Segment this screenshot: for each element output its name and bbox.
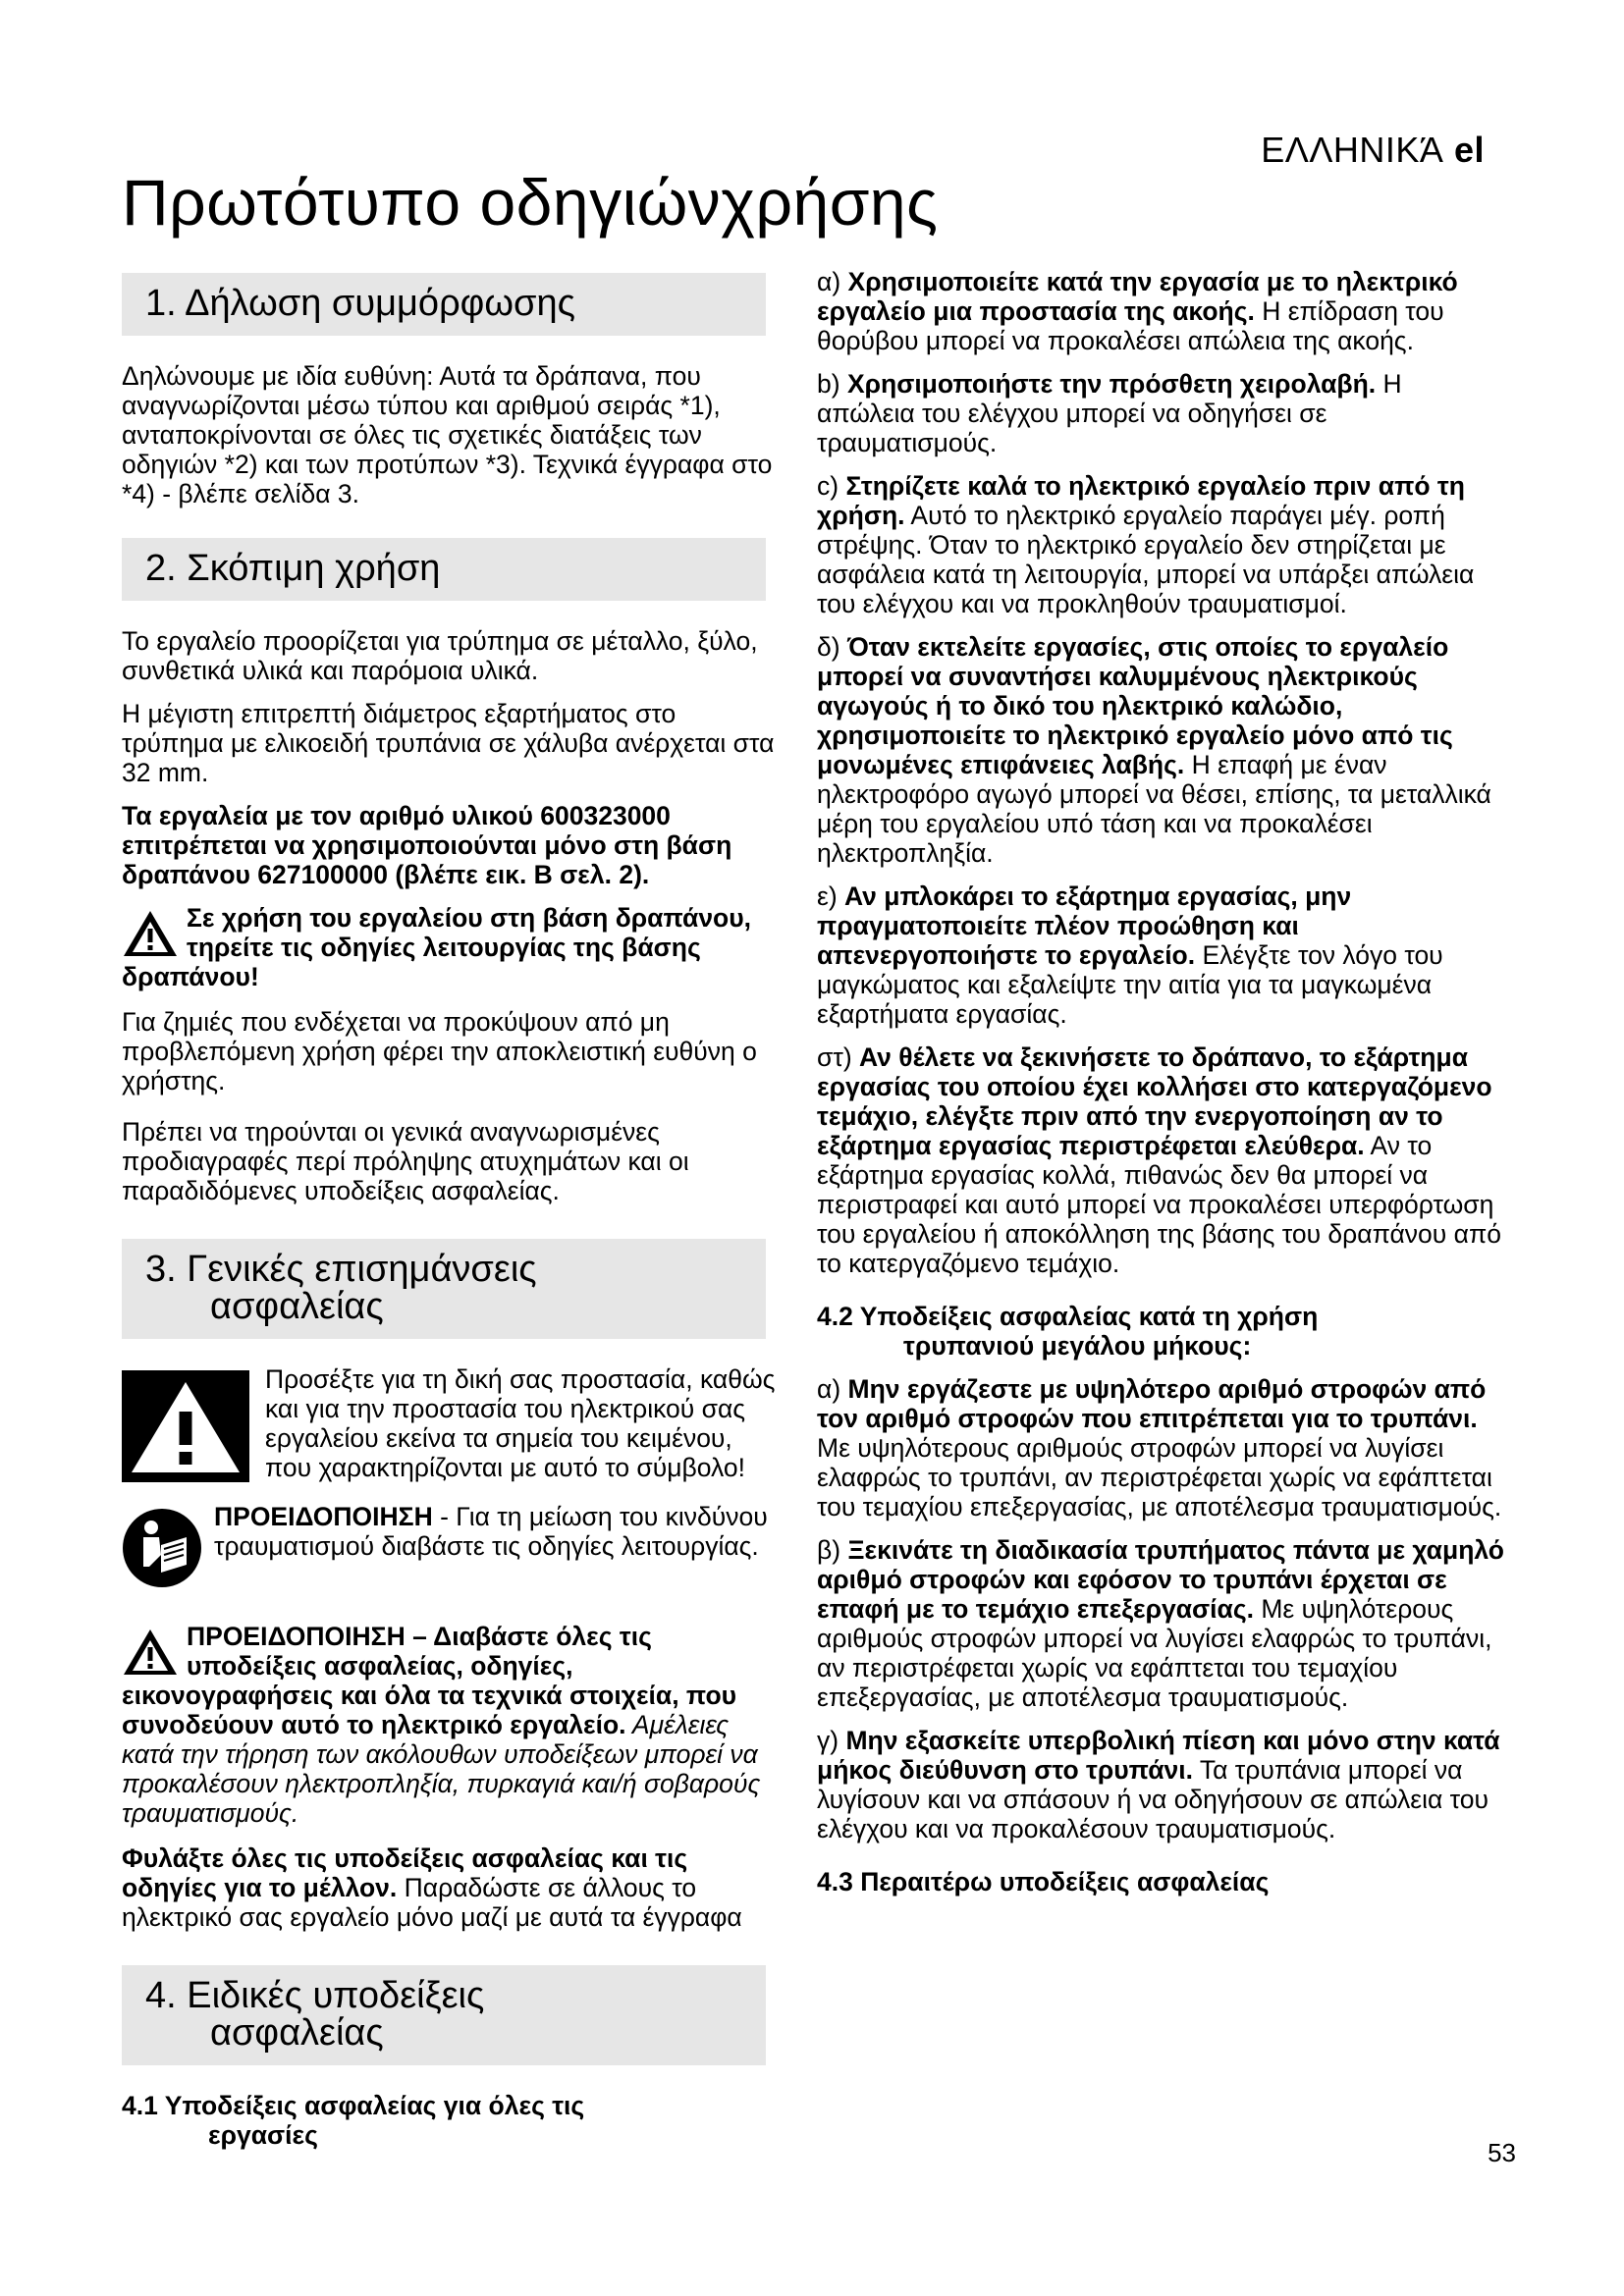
section-4-heading <box>122 1965 766 2065</box>
section-1-heading: 1. Δήλωση συμμόρφωσης <box>122 273 766 336</box>
s1-text: Δηλώνουμε με ιδία ευθύνη: Αυτά τα δράπανα, που αναγνωρίζονται μέσω τύπου και αριθμού σειράς *1), ανταποκρίνονται σε όλες τις σχετικές διατάξεις των οδηγιών *2) και των προτύπων *3). Τεχνικά έγγραφα στο *4) - βλέπε σελίδα 3. <box>122 361 773 508</box>
item-k <box>817 1726 1504 1843</box>
drill-stand-warning-text: Σε χρήση του εργαλείου στη βάση δραπάνου, τηρείτε τις οδηγίες λειτουργίας της βάσης δραπάνου! <box>122 903 752 991</box>
drill-stand-warning <box>122 903 778 991</box>
item-h-marker: β) <box>817 1535 848 1565</box>
sub42-line1: 4.2 Υποδείξεις ασφαλείας κατά τη χρήση <box>817 1302 1319 1331</box>
section-3-heading <box>122 1239 766 1339</box>
s2-p1: Το εργαλείο προορίζεται για τρύπημα σε μέταλλο, ξύλο, συνθετικά υλικά και παρόμοια υλικά. <box>122 626 758 685</box>
item-b-text: Η απώλεια του ελέγχου μπορεί να οδηγήσει σε τραυματισμούς. <box>817 369 1402 457</box>
item-a <box>817 267 1504 355</box>
item-e <box>817 881 1504 1029</box>
item-f-marker: στ) <box>817 1042 860 1072</box>
warning-triangle-icon <box>122 909 179 958</box>
item-c-bold: Στηρίζετε καλά το ηλεκτρικό εργαλείο πριν από τη χρήση. <box>817 471 1465 530</box>
warning-1-text: - Για τη μείωση του κινδύνου τραυματισμού διαβάστε τις οδηγίες λειτουργίας. <box>214 1502 768 1561</box>
section-4-heading-line1: 4. Ειδικές υποδείξεις <box>145 1975 485 2016</box>
left-column <box>122 273 778 2163</box>
item-f-text: Αν το εξάρτημα εργασίας κολλά, πιθανώς δεν θα μπορεί να περιστραφεί και αυτό μπορεί να προκαλέσει υπερφόρτωση του εργαλείου ή αποκόλληση της βάσης του δραπάνου από το κατεργαζόμενο τεμάχιο. <box>817 1131 1501 1278</box>
warning-2-italic: Αμέλειες κατά την τήρηση των ακόλουθων υποδείξεων μπορεί να προκαλέσουν ηλεκτροπληξία, πυρκαγιά και/ή σοβαρούς τραυματισμούς. <box>122 1710 761 1828</box>
item-d-text: Η επαφή με έναν ηλεκτροφόρο αγωγό μπορεί να θέσει, επίσης, τα μεταλλικά μέρη του εργαλείου υπό τάση και να προκαλέσει ηλεκτροπληξία. <box>817 750 1491 868</box>
item-g <box>817 1374 1504 1522</box>
item-g-bold: Μην εργάζεστε με υψηλότερο αριθμό στροφών από τον αριθμό στροφών που επιτρέπεται για το τρυπάνι. <box>817 1374 1487 1433</box>
item-h-bold: Ξεκινάτε τη διαδικασία τρυπήματος πάντα με χαμηλό αριθμό στροφών και εφόσον το τρυπάνι έρχεται σε επαφή με το τεμάχιο επεξεργασίας. <box>817 1535 1504 1624</box>
s2-p5: Πρέπει να τηρούνται οι γενικά αναγνωρισμένες προδιαγραφές περί πρόληψης ατυχημάτων και οι παραδιδόμενες υποδείξεις ασφαλείας. <box>122 1117 689 1205</box>
s2-p2: Η μέγιστη επιτρεπτή διάμετρος εξαρτήματος στο τρύπημα με ελικοειδή τρυπάνια σε χάλυβα ανέρχεται στα 32 mm. <box>122 699 775 787</box>
item-b-marker: b) <box>817 369 847 399</box>
item-c <box>817 471 1504 618</box>
item-d <box>817 632 1504 868</box>
item-k-text: Τα τρυπάνια μπορεί να λυγίσουν και να σπάσουν ή να οδηγήσουν σε απώλεια του ελέγχου και να προκαλέσουν τραυματισμούς. <box>817 1755 1489 1843</box>
language-code: el <box>1453 130 1485 170</box>
subsection-4-3-heading: 4.3 Περαιτέρω υποδείξεις ασφαλείας <box>817 1867 1270 1896</box>
attention-text: Προσέξτε για τη δική σας προστασία, καθώς και για την προστασία του ηλεκτρικού σας εργαλείου εκείνα τα σημεία του κειμένου, που χαρακτηρίζονται με αυτό το σύμβολο! <box>265 1364 776 1482</box>
item-h-text: Με υψηλότερους αριθμούς στροφών μπορεί να λυγίσει ελαφρώς το τρυπάνι, αν περιστρέφεται χωρίς να εφάπτεται του τεμαχίου επεξεργασίας, με αποτέλεσμα τραυματισμούς. <box>817 1594 1492 1712</box>
s2-p3: Τα εργαλεία με τον αριθμό υλικού 600323000 επιτρέπεται να χρησιμοποιούνται μόνο στη βάση δραπάνου 627100000 (βλέπε εικ. B σελ. 2). <box>122 801 732 889</box>
item-a-bold: Χρησιμοποιείτε κατά την εργασία με το ηλεκτρικό εργαλείο μια προστασία της ακοής. <box>817 267 1458 326</box>
attention-note <box>122 1364 778 1486</box>
warning-1-label: ΠΡΟΕΙΔΟΠΟΙΗΣΗ <box>214 1502 433 1531</box>
item-a-text: Η επίδραση του θορύβου μπορεί να προκαλέσει απώλεια της ακοής. <box>817 296 1444 355</box>
sub41-line1: 4.1 Υποδείξεις ασφαλείας για όλες τις <box>122 2091 585 2120</box>
item-e-marker: ε) <box>817 881 845 911</box>
item-a-marker: α) <box>817 267 848 296</box>
item-c-marker: c) <box>817 471 846 501</box>
item-g-marker: α) <box>817 1374 848 1404</box>
page-title: Πρωτότυπο οδηγιώνχρήσης <box>122 166 939 239</box>
item-c-text: Αυτό το ηλεκτρικό εργαλείο παράγει μέγ. ροπή στρέψης. Όταν το ηλεκτρικό εργαλείο δεν στηρίζεται με ασφάλεια κατά τη λειτουργία, μπορεί να υπάρξει απώλεια του ελέγχου και να προκληθούν τραυματισμοί. <box>817 501 1475 618</box>
section-3-heading-line2: ασφαλείας <box>210 1286 384 1327</box>
warning-triangle-icon <box>122 1628 179 1677</box>
subsection-4-1-heading <box>122 2091 778 2150</box>
item-b <box>817 369 1504 457</box>
item-g-text: Με υψηλότερους αριθμούς στροφών μπορεί να λυγίσει ελαφρώς το τρυπάνι, αν περιστρέφεται χωρίς να εφάπτεται του τεμαχίου επεξεργασίας, με αποτέλεσμα τραυματισμούς. <box>817 1433 1502 1522</box>
language-header <box>1261 130 1485 171</box>
item-e-bold: Αν μπλοκάρει το εξάρτημα εργασίας, μην πραγματοποιείτε πλέον προώθηση και απενεργοποιήστε το εργαλείο. <box>817 881 1352 970</box>
section-3-heading-line1: 3. Γενικές επισημάνσεις <box>145 1249 537 1290</box>
s2-p4: Για ζημιές που ενδέχεται να προκύψουν από μη προβλεπόμενη χρήση φέρει την αποκλειστική ευθύνη ο χρήστης. <box>122 1007 757 1095</box>
sub41-line2: εργασίες <box>208 2120 318 2150</box>
keep-instructions-bold: Φυλάξτε όλες τις υποδείξεις ασφαλείας και τις οδηγίες για το μέλλον. <box>122 1843 688 1902</box>
keep-instructions <box>122 1843 778 1932</box>
item-f-bold: Αν θέλετε να ξεκινήσετε το δράπανο, το εξάρτημα εργασίας του οποίου έχει κολλήσει στο κατεργαζόμενο τεμάχιο, ελέγξτε πριν από την ενεργοποίηση αν το εξάρτημα εργασίας περιστρέφεται ελεύθερα. <box>817 1042 1492 1160</box>
section-4-heading-line2: ασφαλείας <box>210 2012 384 2054</box>
item-d-marker: δ) <box>817 632 847 662</box>
sub42-line2: τρυπανιού μεγάλου μήκους: <box>903 1331 1252 1361</box>
section-2-heading: 2. Σκόπιμη χρήση <box>122 538 766 601</box>
keep-instructions-text: Παραδώστε σε άλλους το ηλεκτρικό σας εργαλείο μόνο μαζί με αυτά τα έγγραφα <box>122 1873 742 1932</box>
warning-2-heading: ΠΡΟΕΙΔΟΠΟΙΗΣΗ – Διαβάστε όλες τις υποδείξεις ασφαλείας, οδηγίες, εικονογραφήσεις και όλα τα τεχνικά στοιχεία, που συνοδεύουν αυτό το ηλεκτρικό εργαλείο. <box>122 1622 737 1739</box>
right-column <box>817 267 1504 1910</box>
item-b-bold: Χρησιμοποιήστε την πρόσθετη χειρολαβή. <box>846 369 1377 399</box>
read-manual-icon <box>122 1508 202 1588</box>
read-manual-warning <box>122 1502 778 1592</box>
subsection-4-2-heading <box>817 1302 1504 1361</box>
item-k-bold: Μην εξασκείτε υπερβολική πίεση και μόνο στην κατά μήκος διεύθυνση στο τρυπάνι. <box>817 1726 1500 1785</box>
page-number: 53 <box>1488 2138 1516 2167</box>
item-d-bold: Όταν εκτελείτε εργασίες, στις οποίες το εργαλείο μπορεί να συναντήσει καλυμμένους ηλεκτρικούς αγωγούς ή το δικό του ηλεκτρικό καλώδιο, χρησιμοποιείτε το ηλεκτρικό εργαλείο μόνο από τις μονωμένες επιφάνειες λαβής. <box>817 632 1453 779</box>
item-h <box>817 1535 1504 1712</box>
item-e-text: Ελέγξτε τον λόγο του μαγκώματος και εξαλείψτε την αιτία για τα μαγκωμένα εξαρτήματα εργασίας. <box>817 940 1443 1029</box>
attention-triangle-icon <box>122 1370 249 1482</box>
item-k-marker: γ) <box>817 1726 846 1755</box>
general-warning <box>122 1622 778 1828</box>
language-label: ΕΛΛΗΝΙΚΆ <box>1261 130 1444 170</box>
item-f <box>817 1042 1504 1278</box>
